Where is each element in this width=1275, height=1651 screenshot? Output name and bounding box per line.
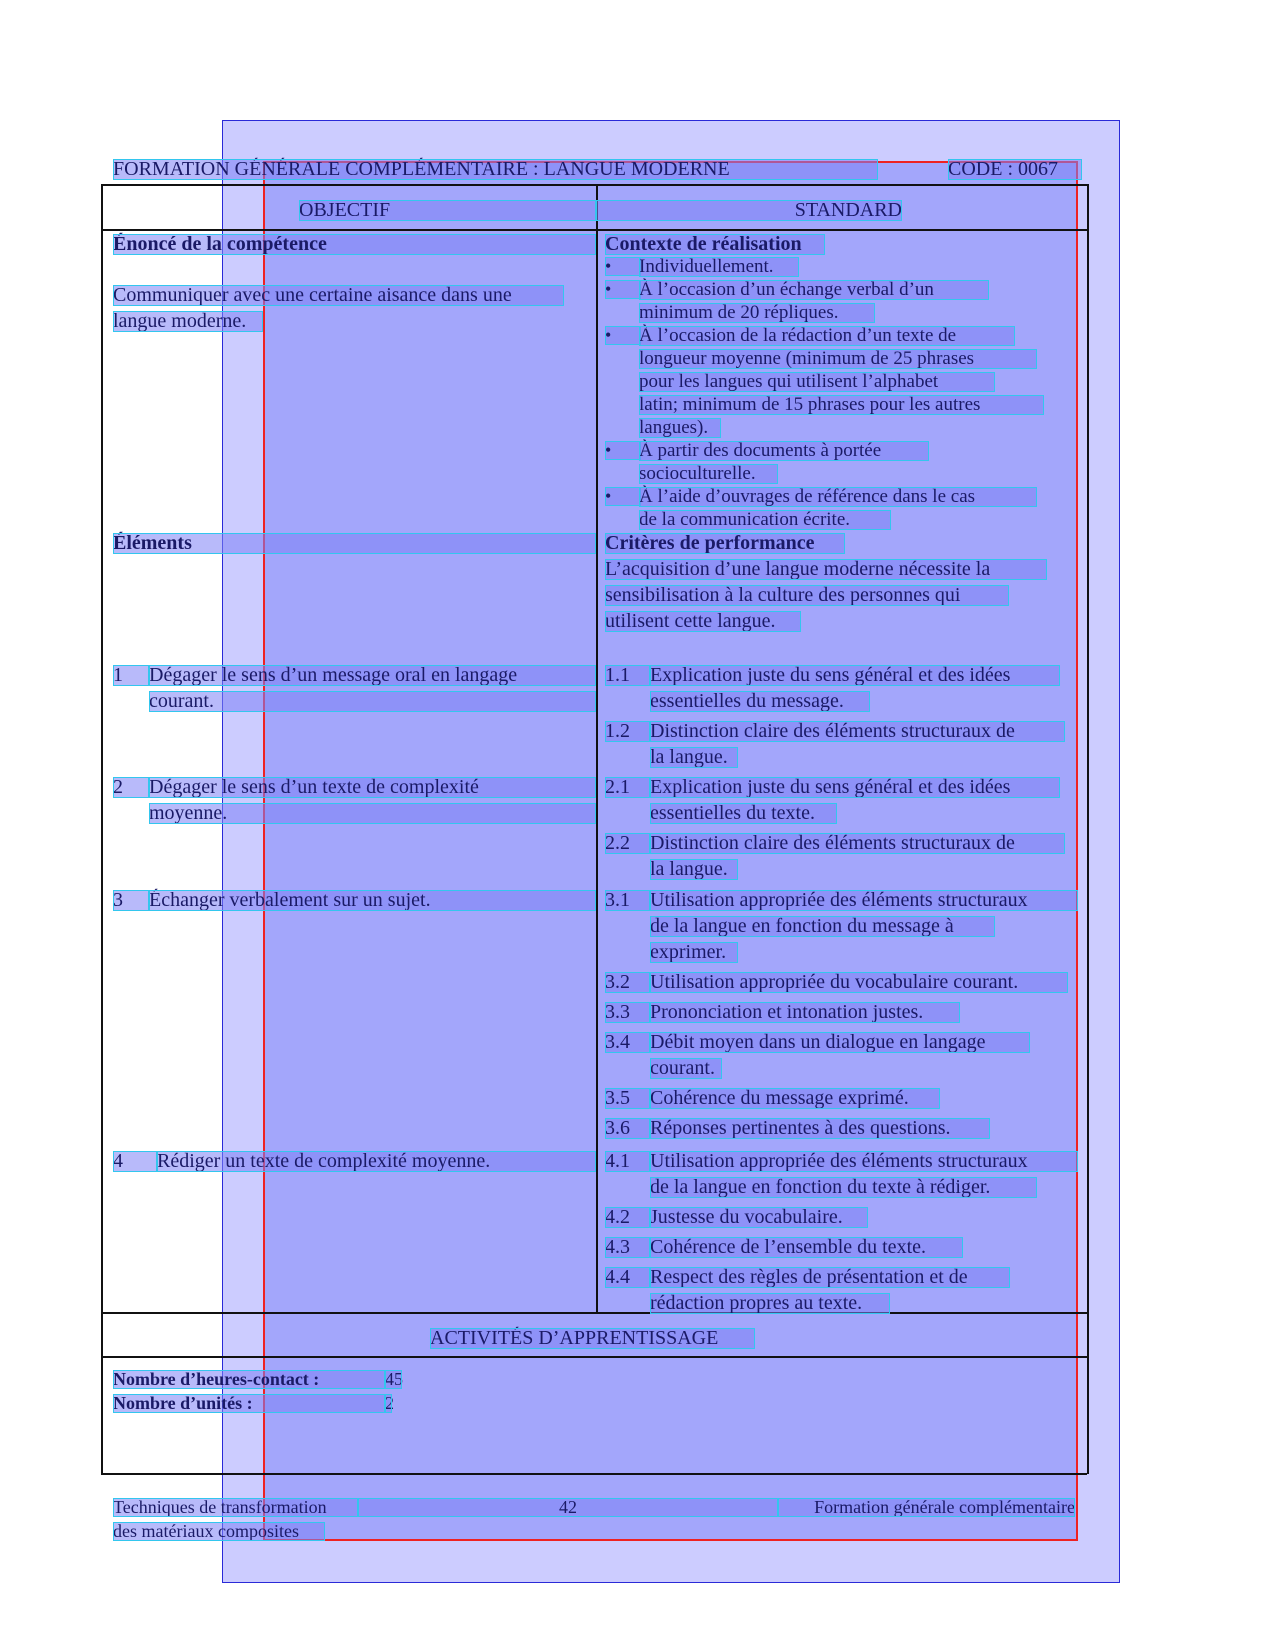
critere-text: Débit moyen dans un dialogue en langage [650, 1032, 1030, 1053]
footer-section: Formation générale complémentaire [778, 1498, 1075, 1517]
critere-text: exprimer. [650, 942, 738, 963]
table-column-divider [596, 184, 598, 1312]
critere-number: 4.3 [605, 1237, 650, 1258]
element-number: 2 [113, 777, 149, 798]
critere-text: Distinction claire des éléments structuraux de [650, 721, 1065, 742]
table-left-border [101, 184, 103, 1474]
activites-top-border [101, 1312, 1087, 1314]
contexte-bullet: • [605, 280, 641, 299]
table-top-border [101, 184, 1087, 186]
contexte-item: À partir des documents à portée [639, 441, 929, 461]
critere-text: la langue. [650, 859, 738, 880]
unites-label: Nombre d’unités : [113, 1394, 385, 1413]
activites-heading: ACTIVITÉS D’APPRENTISSAGE [430, 1328, 755, 1349]
criteres-intro: L’acquisition d’une langue moderne nécessite la [605, 559, 1047, 580]
critere-number: 4.2 [605, 1207, 650, 1228]
column-header-standard: STANDARD [596, 200, 902, 221]
contexte-item: socioculturelle. [639, 464, 778, 484]
critere-text: de la langue en fonction du texte à rédiger. [650, 1177, 1037, 1198]
critere-text: Distinction claire des éléments structuraux de [650, 833, 1065, 854]
contexte-item: langues). [639, 418, 721, 438]
critere-number: 3.1 [605, 890, 650, 911]
contexte-item: À l’aide d’ouvrages de référence dans le cas [639, 487, 1037, 507]
contexte-item: À l’occasion de la rédaction d’un texte de [639, 326, 1015, 346]
critere-number: 4.1 [605, 1151, 650, 1172]
critere-text: rédaction propres au texte. [650, 1293, 890, 1314]
element-number: 1 [113, 665, 149, 686]
critere-number: 1.2 [605, 721, 650, 742]
critere-text: de la langue en fonction du message à [650, 916, 995, 937]
elements-heading: Éléments [113, 533, 596, 554]
critere-number: 3.6 [605, 1118, 650, 1139]
critere-text: Prononciation et intonation justes. [650, 1002, 960, 1023]
contexte-heading: Contexte de réalisation [605, 234, 825, 255]
critere-text: Justesse du vocabulaire. [650, 1207, 868, 1228]
critere-number: 2.1 [605, 777, 650, 798]
enonce-text-line-1: Communiquer avec une certaine aisance dans une [113, 285, 564, 306]
footer-program-line-1: Techniques de transformation [113, 1498, 358, 1517]
critere-text: essentielles du message. [650, 691, 870, 712]
contexte-bullet: • [605, 257, 641, 276]
critere-text: Respect des règles de présentation et de [650, 1267, 1010, 1288]
critere-number: 3.5 [605, 1088, 650, 1109]
contexte-bullet: • [605, 326, 641, 345]
criteres-intro: sensibilisation à la culture des personnes qui [605, 585, 1009, 606]
critere-text: Utilisation appropriée des éléments structuraux [650, 890, 1078, 911]
unites-value: 2 [385, 1393, 394, 1413]
footer-program-line-2: des matériaux composites [113, 1522, 325, 1541]
critere-text: courant. [650, 1058, 722, 1079]
contexte-item: Individuellement. [639, 257, 799, 277]
element-text: courant. [149, 691, 596, 712]
footer-page-number: 42 [358, 1498, 778, 1517]
heures-value: 45 [385, 1369, 403, 1389]
contexte-item: longueur moyenne (minimum de 25 phrases [639, 349, 1037, 369]
element-text: Rédiger un texte de complexité moyenne. [157, 1151, 596, 1172]
course-code: CODE : 0067 [948, 159, 1082, 180]
critere-text: Utilisation appropriée des éléments structuraux [650, 1151, 1078, 1172]
element-text: moyenne. [149, 803, 596, 824]
heures-label: Nombre d’heures-contact : [113, 1370, 385, 1389]
contexte-item: minimum de 20 répliques. [639, 303, 875, 323]
critere-text: Utilisation appropriée du vocabulaire courant. [650, 972, 1068, 993]
contexte-bullet: • [605, 441, 641, 460]
contexte-item: À l’occasion d’un échange verbal d’un [639, 280, 989, 300]
table-right-border [1087, 184, 1089, 1474]
element-text: Échanger verbalement sur un sujet. [149, 890, 596, 911]
critere-text: la langue. [650, 747, 738, 768]
activites-bottom-border [101, 1356, 1087, 1358]
table-header-divider [101, 229, 1087, 231]
element-text: Dégager le sens d’un message oral en langage [149, 665, 596, 686]
critere-number: 3.2 [605, 972, 650, 993]
contexte-bullet: • [605, 487, 641, 506]
critere-text: essentielles du texte. [650, 803, 837, 824]
contexte-item: pour les langues qui utilisent l’alphabet [639, 372, 995, 392]
critere-number: 4.4 [605, 1267, 650, 1288]
element-number: 4 [113, 1151, 157, 1172]
critere-text: Explication juste du sens général et des idées [650, 665, 1060, 686]
enonce-heading: Énoncé de la compétence [113, 234, 596, 255]
critere-number: 2.2 [605, 833, 650, 854]
critere-text: Réponses pertinentes à des questions. [650, 1118, 990, 1139]
critere-number: 3.4 [605, 1032, 650, 1053]
critere-number: 3.3 [605, 1002, 650, 1023]
table-bottom-border [101, 1473, 1087, 1475]
element-text: Dégager le sens d’un texte de complexité [149, 777, 596, 798]
page-title: FORMATION GÉNÉRALE COMPLÉMENTAIRE : LANGUE MODERNE [113, 159, 878, 180]
criteres-intro: utilisent cette langue. [605, 611, 801, 632]
critere-text: Cohérence du message exprimé. [650, 1088, 940, 1109]
critere-number: 1.1 [605, 665, 650, 686]
enonce-text-line-2: langue moderne. [113, 311, 263, 332]
criteres-heading: Critères de performance [605, 533, 845, 554]
column-header-objectif: OBJECTIF [299, 200, 596, 221]
critere-text: Explication juste du sens général et des idées [650, 777, 1060, 798]
critere-text: Cohérence de l’ensemble du texte. [650, 1237, 963, 1258]
element-number: 3 [113, 890, 149, 911]
contexte-item: de la communication écrite. [639, 510, 891, 530]
contexte-item: latin; minimum de 15 phrases pour les autres [639, 395, 1044, 415]
